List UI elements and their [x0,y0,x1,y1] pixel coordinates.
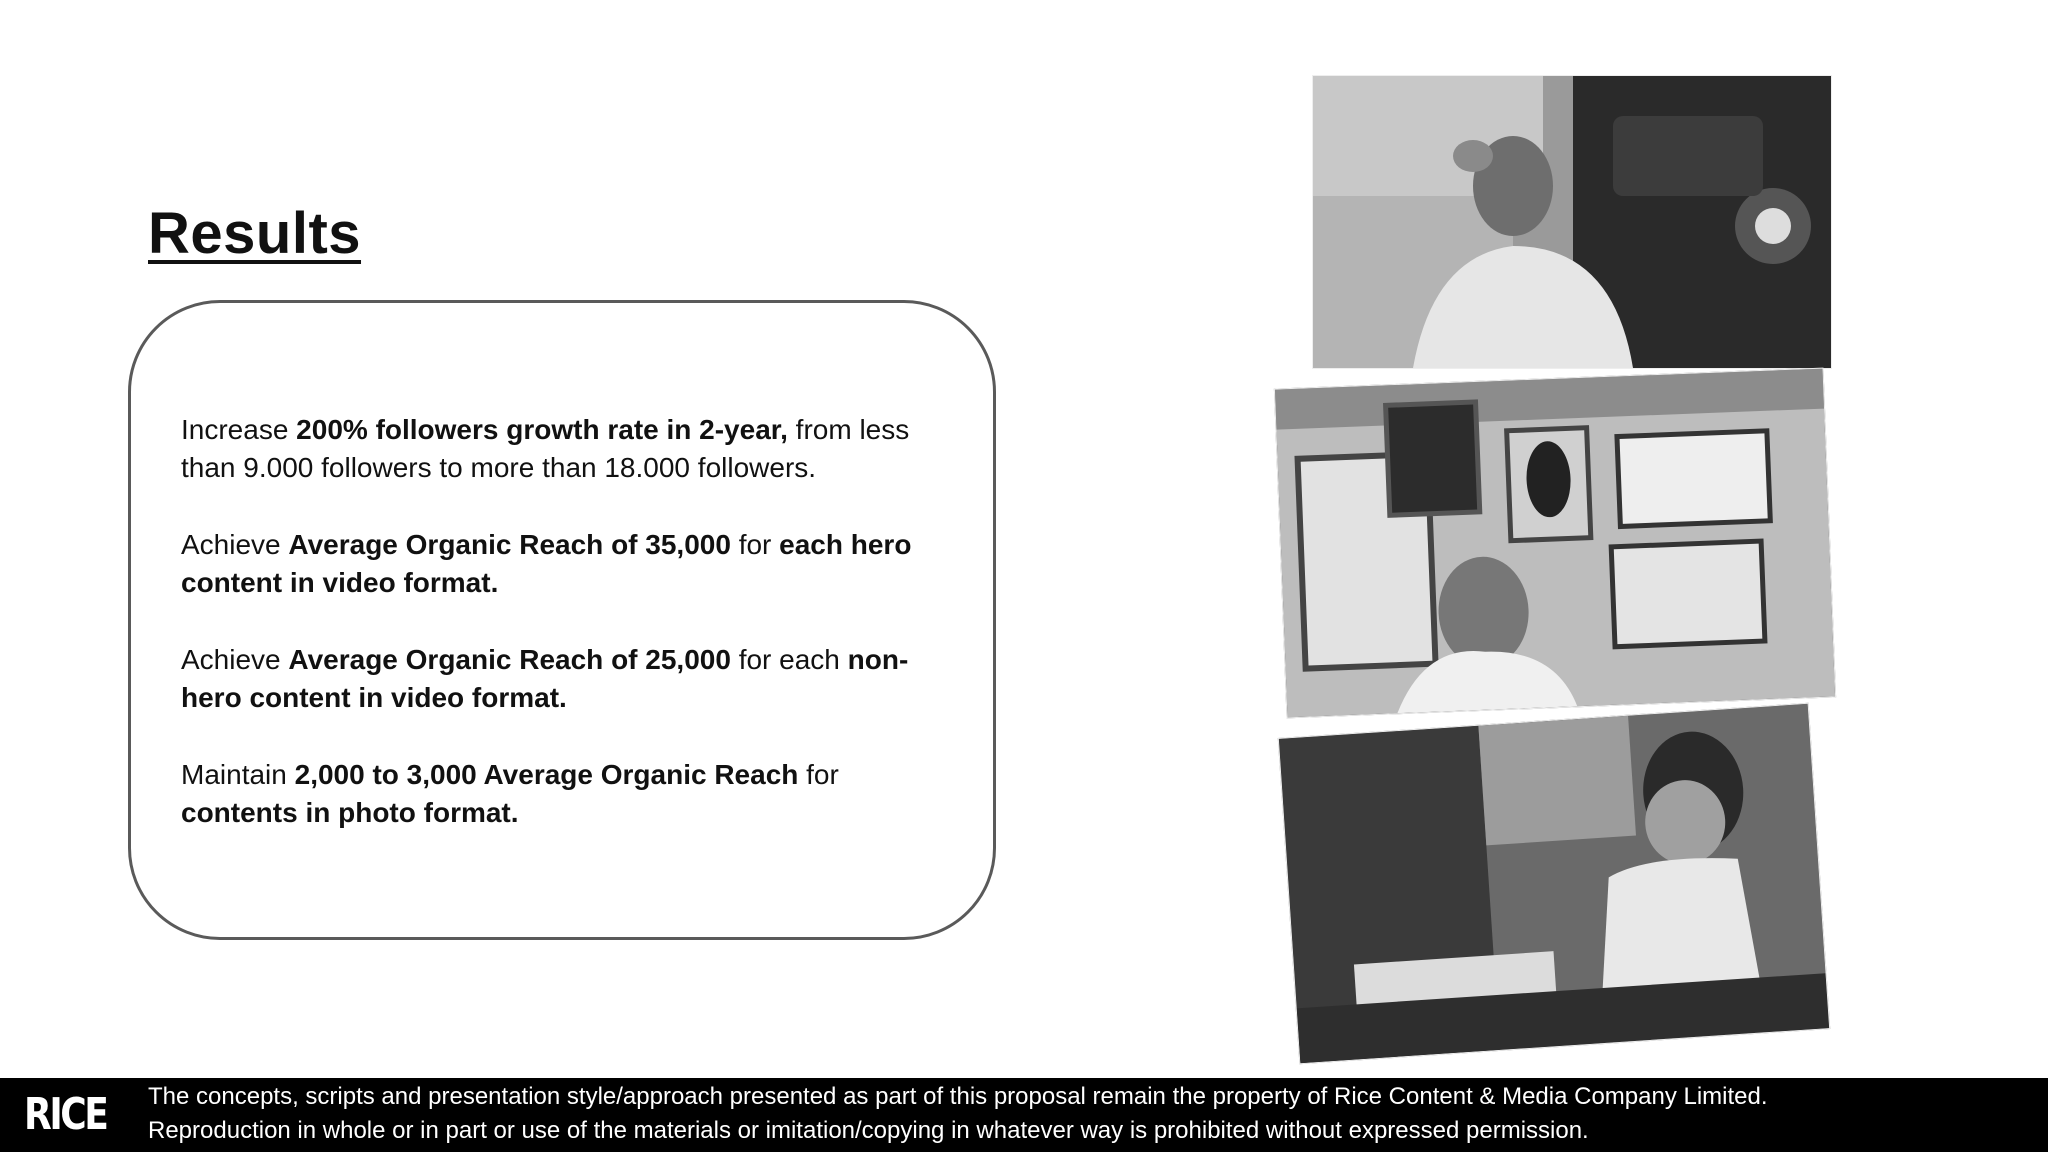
goal-emphasis: non-hero content in video format. [181,644,909,713]
goal-text: for each [730,644,848,675]
goal-emphasis: Average Organic Reach of 35,000 [288,529,731,560]
photo-collage [1260,60,1860,1060]
goal-emphasis: 200% followers growth rate in 2-year, [296,414,788,445]
goal-text: Achieve [181,644,289,675]
photo-elderly-painter [1274,368,1836,719]
goal-emphasis: contents in photo format. [181,797,519,828]
goal-emphasis: each hero content in video format. [181,529,912,598]
copyright-disclaimer [148,1080,1768,1148]
goal-text: for [798,759,839,790]
results-card [128,300,996,940]
goal-text: Maintain [181,759,295,790]
goal-emphasis: 2,000 to 3,000 Average Organic Reach [294,759,799,790]
goal-item [181,411,943,487]
disclaimer-line-2: Reproduction in whole or in part or use of the materials or imitation/copying in whatever way is prohibited without expressed permission. [148,1117,1589,1144]
footer-bar [0,1078,2048,1152]
goal-text: Increase [181,414,297,445]
disclaimer-line-1: The concepts, scripts and presentation style/approach presented as part of this proposal remain the property of Rice Content & Media Company Limited. [148,1083,1768,1110]
goal-emphasis: Average Organic Reach of 25,000 [288,644,731,675]
goal-text: for [730,529,780,560]
goal-text: from less than 9.000 followers to more than 18.000 followers. [181,414,910,483]
slide-title: Results [148,201,362,266]
rice-logo: RICE [24,1089,107,1140]
goal-item [181,641,943,717]
goal-item [181,526,943,602]
photo-man-smoking-reading [1278,703,1831,1065]
photo-man-with-camera [1312,75,1832,369]
goal-item [181,756,943,832]
goal-text: Achieve [181,529,289,560]
